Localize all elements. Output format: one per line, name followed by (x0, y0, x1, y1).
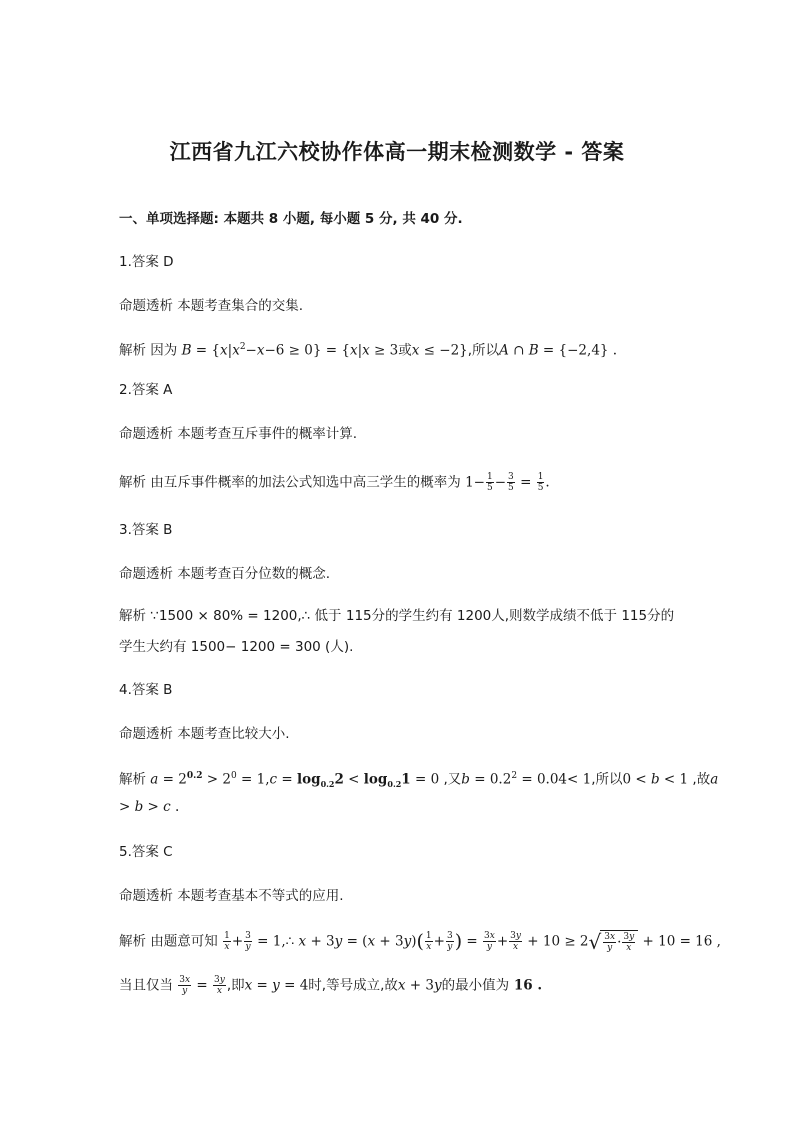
answer-label-1: 1.答案 D (119, 254, 174, 270)
analysis-1-mid: ,所以 (467, 342, 500, 359)
analysis-4-mid1: ,又 (443, 771, 462, 788)
section-heading: 一、单项选择题: 本题共 8 小题, 每小题 5 分, 共 40 分. (119, 211, 463, 227)
fraction: $\frac{1}{5}$ (487, 472, 493, 493)
review-4: 命题透析 本题考查比较大小. (119, 726, 290, 742)
answer-label-3: 3.答案 B (119, 522, 173, 538)
answer-label-4: 4.答案 B (119, 682, 173, 698)
analysis-5-line1: 解析 由题意可知 $\frac{1}{x}$ + $\frac{3}{y}$ = 1,∴ x + 3y = (x + 3y)( $\frac{1}{x}$ + $\frac{3}{y}$ ) = $\frac{3x}{y}$ + $\frac{3y}{x}$ + 10 ≥ 2√ $\frac{3x}{y}$ · $\frac{3y}{x}$ + 10 = 16 , (119, 929, 721, 954)
page-title: 江西省九江六校协作体高一期末检测数学 - 答案 (169, 140, 625, 164)
analysis-1-prefix: 解析 因为 (119, 342, 178, 359)
analysis-5-l2-mid3: 的最小值为 (441, 977, 510, 994)
analysis-1: 解析 因为 $B = \{x|x^2-x-6 \ge 0\} = \{x|x \ge 3$或x ≤ −2},所以A ∩ B = {−2,4} . (119, 342, 618, 359)
review-3: 命题透析 本题考查百分位数的概念. (119, 566, 331, 582)
analysis-5-l2-prefix: 当且仅当 (119, 977, 173, 994)
fraction: $\frac{1}{5}$ (537, 472, 544, 493)
analysis-4-mid2: ,所以 (591, 771, 623, 788)
analysis-2: 解析 由互斥事件概率的加法公式知选中高三学生的概率为 1− $\frac{1}{5}$ − $\frac{3}{5}$ = $\frac{1}{5}$ . (119, 472, 550, 493)
answer-label-2: 2.答案 A (119, 382, 173, 398)
fraction: $\frac{1}{x}$ (224, 931, 230, 952)
review-2: 命题透析 本题考查互斥事件的概率计算. (119, 426, 358, 442)
analysis-4-prefix: 解析 (119, 771, 146, 788)
analysis-5-prefix: 解析 由题意可知 (119, 933, 218, 950)
analysis-5-line2: 当且仅当 $\frac{3x}{y}$ = $\frac{3y}{x}$ ,即x = y = 4时,等号成立,故x + 3y的最小值为 16 . (119, 975, 543, 996)
square-root: $\frac{3x}{y}$ · $\frac{3y}{x}$ (600, 930, 638, 953)
analysis-5-l2-mid2: 时,等号成立,故 (308, 977, 398, 994)
fraction: $\frac{3}{y}$ (446, 931, 453, 952)
answer-label-5: 5.答案 C (119, 844, 173, 860)
analysis-4-line1: 解析 $a = 2^{0.2} > 2^0 = 1,c = \log_{0.2}2 < \log_{0.2}1 = 0$ ,又$b = 0.2^2 = 0.04< 1$,所以0 < b < 1 ,故a (119, 771, 719, 790)
fraction: $\frac{3}{5}$ (508, 472, 514, 493)
analysis-3-line2: 学生大约有 1500− 1200 = 300 (人). (119, 639, 354, 655)
analysis-1-or: 或 (398, 342, 412, 359)
fraction: $\frac{3x}{y}$ (179, 975, 191, 996)
fraction: $\frac{3y}{x}$ (214, 975, 225, 996)
analysis-4-mid3: ,故 (692, 771, 711, 788)
fraction: $\frac{3x}{y}$ (484, 931, 495, 952)
fraction: $\frac{3y}{x}$ (510, 931, 521, 952)
fraction: $\frac{1}{x}$ (425, 931, 432, 952)
fraction: $\frac{3}{y}$ (245, 931, 251, 952)
review-1: 命题透析 本题考查集合的交集. (119, 298, 304, 314)
review-5: 命题透析 本题考查基本不等式的应用. (119, 888, 344, 904)
analysis-2-prefix: 解析 由互斥事件概率的加法公式知选中高三学生的概率为 (119, 474, 461, 491)
analysis-4-line2: > b > c . (119, 799, 180, 815)
analysis-5-l2-mid: ,即 (226, 977, 245, 994)
analysis-3-line1: 解析 ∵1500 × 80% = 1200,∴ 低于 115分的学生约有 1200人,则数学成绩不低于 115分的 (119, 608, 675, 624)
